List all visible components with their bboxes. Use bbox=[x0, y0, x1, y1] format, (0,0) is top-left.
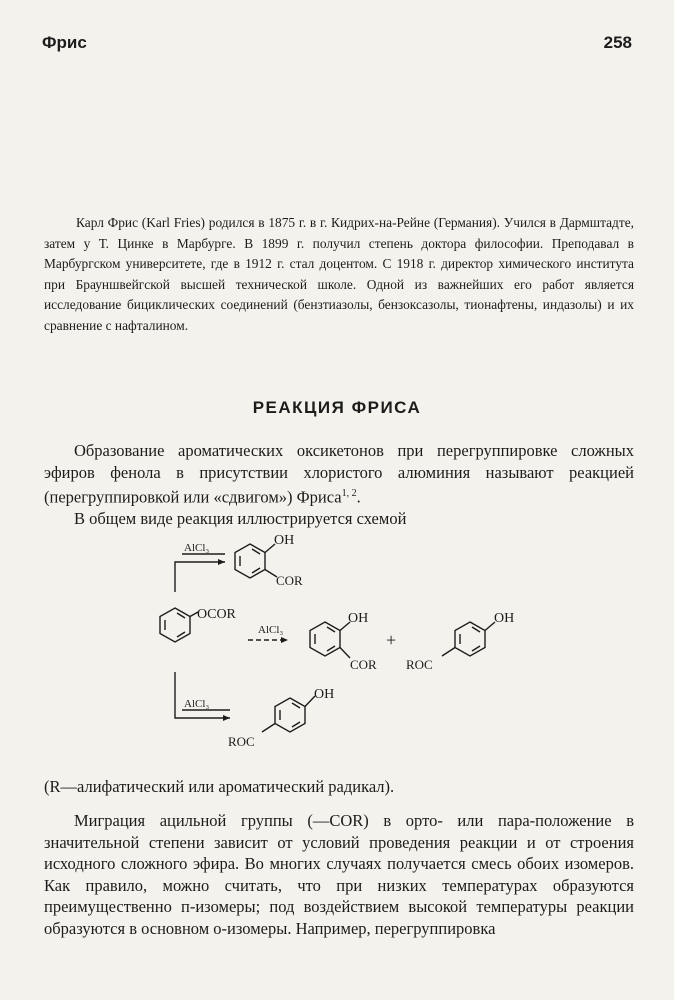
section-title: РЕАКЦИЯ ФРИСА bbox=[252, 398, 422, 417]
page-number: 258 bbox=[603, 33, 632, 52]
ester-group-label: OCOR bbox=[197, 607, 236, 622]
main-paragraph: Миграция ацильной группы (—COR) в орто- или пара-положение в значительной степени зависит от условий проведения реакции и от строения исходного сложного эфира. Во многих случаях получается смесь обоих изомеров. Как правило, можно считать, что при низких температурах образуются преимущественно п-изомеры; под воздействием высокой температуры реакции образуются в основном о-изомеры. Например, перегруппировка bbox=[44, 811, 634, 938]
arrow-head-middle bbox=[281, 637, 288, 643]
branch-line-top bbox=[175, 562, 225, 592]
catalyst-label-middle: AlCl₃ bbox=[258, 624, 284, 636]
catalyst-label-top: AlCl₃ bbox=[184, 542, 210, 554]
intro-text: Образование ароматических оксикетонов при перегруппировке сложных эфиров фенола в присутствии хлористого алюминия называют реакцией (перегруппировкой или «сдвигом») Фриса bbox=[44, 441, 634, 507]
biography-text: Карл Фрис (Karl Fries) родился в 1875 г. в г. Кидрих-на-Рейне (Германия). Учился в Дармштадте, затем у Т. Цинке в Марбурге. В 1899 г. получил степень доктора философии. Преподавал в Марбургском университете, где в 1912 г. стал доцентом. С 1918 г. директор химического института при Брауншвейгской высшей технической школе. Одной из важнейших его работ является исследование бициклических соединений (бензтиазолы, бензоксазолы, тионафтены, индазолы) и их сравнение с нафталином. bbox=[44, 215, 634, 333]
plus-sign: + bbox=[386, 630, 397, 650]
ortho-product-ring-top bbox=[235, 544, 277, 578]
acyl-label-bottom: ROC bbox=[228, 734, 255, 749]
para-product-ring-bottom bbox=[262, 696, 315, 732]
running-title: Фрис bbox=[42, 33, 87, 52]
scheme-lead-in: В общем виде реакция иллюстрируется схемой bbox=[74, 509, 407, 528]
para-product-ring-middle bbox=[442, 622, 495, 656]
ester-benzene-ring bbox=[160, 608, 198, 642]
ortho-product-ring-middle bbox=[310, 622, 350, 658]
hydroxyl-label-para-middle: OH bbox=[494, 611, 515, 626]
acyl-label-middle: COR bbox=[350, 657, 377, 672]
hydroxyl-label-top: OH bbox=[274, 533, 295, 548]
acyl-label-para-middle: ROC bbox=[406, 657, 433, 672]
branch-line-bottom bbox=[175, 672, 230, 718]
intro-block bbox=[44, 440, 634, 530]
intro-paragraph bbox=[44, 440, 634, 508]
arrow-head-top bbox=[218, 559, 225, 565]
intro-period: . bbox=[356, 487, 361, 507]
arrow-head-bottom bbox=[223, 715, 230, 721]
catalyst-label-bottom: AlCl₃ bbox=[184, 698, 210, 710]
reaction-scheme bbox=[140, 522, 540, 762]
biography-note bbox=[44, 213, 634, 337]
acyl-label-top: COR bbox=[276, 573, 303, 588]
footnote-reference: 1, 2 bbox=[341, 488, 357, 499]
hydroxyl-label-bottom: OH bbox=[314, 687, 335, 702]
main-text bbox=[44, 810, 634, 940]
radical-note: (R—алифатический или ароматический радикал). bbox=[44, 777, 395, 796]
hydroxyl-label-middle: OH bbox=[348, 611, 369, 626]
